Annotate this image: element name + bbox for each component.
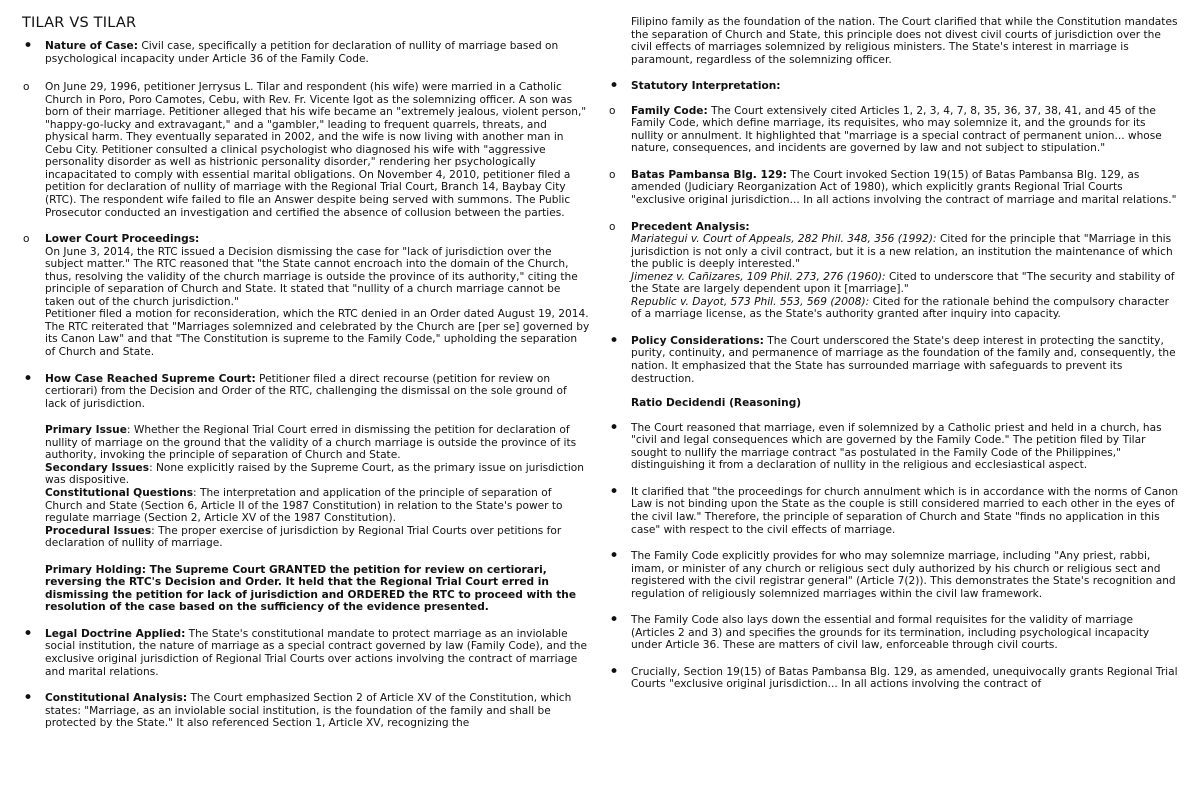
lower-court-p1: On June 3, 2014, the RTC issued a Decision dismissing the case for "lack of jurisdiction over the subject matter." The RTC reasoned that "the State cannot encroach into the domain of the Church, thus, resolving the validity of the church marriage is outside the province of its authority," citing the principle of separation of Church and State. It stated that "nullity of a church marriage cannot be taken out of the church jurisdiction." bbox=[45, 245, 578, 308]
primary-issue-label: Primary Issue bbox=[45, 424, 127, 437]
precedent-label: Precedent Analysis: bbox=[631, 220, 750, 233]
constitutional-analysis-label: Constitutional Analysis: bbox=[45, 692, 188, 705]
policy-considerations-item bbox=[608, 335, 1180, 385]
bullet-circle-icon bbox=[609, 221, 623, 234]
constitutional-analysis-continued bbox=[608, 16, 1180, 66]
ratio-text-5: Crucially, Section 19(15) of Batas Pambansa Blg. 129, as amended, unequivocally grants Regional Trial Courts "exclusive original jurisdiction... In all actions involving the contract of bbox=[631, 665, 1178, 691]
lower-court-p2: Petitioner filed a motion for reconsideration, which the RTC denied in an Order dated August 19, 2014. The RTC reiterated that "Marriages solemnized and celebrated by the Church are [per se] governed by its Canon Law" and that "The Constitution is supreme to the Family Code," upholding the separation of Church and State. bbox=[45, 308, 590, 359]
secondary-issue-text: : None explicitly raised by the Supreme Court, as the primary issue on jurisdiction was dispositive. bbox=[45, 461, 584, 487]
facts-text: On June 29, 1996, petitioner Jerrysus L. Tilar and respondent (his wife) were married in a Catholic Church in Poro, Poro Camotes, Cebu, with Rev. Fr. Vicente Igot as the solemnizing officer. A son was born of their marriage. Petitioner alleged that his wife became an "extremely jealous, violent person," "happy-go-lucky and extravagant," and a "gambler," leading to frequent quarrels, threats, and physical harm. They eventually separated in 2002, and the wife is now living with another man in Cebu City. Petitioner consulted a clinical psychologist who diagnosed his wife with "aggressive personality disorder as well as histrionic personality disorder," rendering her psychologically incapacitated to comply with essential marital obligations. On November 4, 2010, petitioner filed a petition for declaration of nullity of marriage with the Regional Trial Court, Branch 14, Baybay City (RTC). The respondent wife failed to file an Answer despite being served with summons. The Public Prosecutor conducted an investigation and certified the absence of collusion between the parties. bbox=[45, 81, 587, 219]
ratio-item bbox=[608, 550, 1180, 600]
case-text-mariategui: Cited for the principle that "Marriage in this jurisdiction is not only a civil contract, but it is a new relation, an institution the maintenance of which the public is deeply interested." bbox=[631, 233, 1173, 271]
secondary-issue-label: Secondary Issues bbox=[45, 461, 150, 474]
family-code-label: Family Code: bbox=[631, 104, 708, 117]
how-label: How Case Reached Supreme Court: bbox=[45, 372, 256, 385]
lower-court-label: Lower Court Proceedings: bbox=[45, 233, 200, 246]
statutory-label: Statutory Interpretation: bbox=[631, 80, 781, 93]
how-text: Petitioner filed a direct recourse (petition for review on certiorari) from the Decision and Order of the RTC, challenging the dismissal on the sole ground of lack of jurisdiction. bbox=[45, 372, 567, 410]
case-cite-mariategui: Mariategui v. Court of Appeals, 282 Phil. 348, 356 (1992): bbox=[631, 233, 937, 246]
primary-issue-text: : Whether the Regional Trial Court erred in dismissing the petition for declaration of nullity of marriage on the ground that the validity of a church marriage is outside the province of its authority, invoking the principle of separation of Church and State. bbox=[45, 424, 577, 462]
doctrine-label: Legal Doctrine Applied: bbox=[45, 627, 186, 640]
ratio-text-2: It clarified that "the proceedings for church annulment which is in accordance with the norms of Canon Law is not binding upon the State as the couple is still considered married to each other in the eyes of the civil law." Therefore, the principle of separation of Church and State "finds no application in this case" with respect to the civil effects of marriage. bbox=[631, 485, 1179, 536]
bp129-label: Batas Pambansa Blg. 129: bbox=[631, 168, 787, 181]
bullet-disc-icon bbox=[609, 666, 623, 681]
constitutional-questions-text: : The interpretation and application of the principle of separation of Church and State (Section 6, Article II of the 1987 Constitution) in relation to the State's power to regulate marriage (Section 2, Article XV of the 1987 Constitution). bbox=[45, 486, 563, 525]
holding-block bbox=[22, 564, 590, 614]
bullet-disc-icon bbox=[23, 628, 37, 643]
bullet-disc-icon bbox=[23, 692, 37, 707]
bullet-disc-icon bbox=[609, 486, 623, 501]
right-column bbox=[608, 16, 1180, 691]
procedural-issues-text: : The proper exercise of jurisdiction by Regional Trial Courts over petitions for declaration of nullity of marriage. bbox=[45, 524, 562, 550]
ratio-decidendi-heading: Ratio Decidendi (Reasoning) bbox=[631, 397, 802, 410]
constitutional-analysis-text: The Court emphasized Section 2 of Article XV of the Constitution, which states: "Marriage, as an inviolable social institution, is the foundation of the family and shall be protected by the State." It also referenced Section 1, Article XV, recognizing the bbox=[45, 692, 572, 730]
ratio-item bbox=[608, 422, 1180, 472]
ratio-text-3: The Family Code explicitly provides for who may solemnize marriage, including "Any priest, rabbi, imam, or minister of any church or religious sect duly authorized by his church or religious sect and registered with the civil registrar general" (Article 7(2)). This demonstrates the State's recognition and regulation of religiously solemnized marriages within the civil law framework. bbox=[631, 550, 1176, 600]
policy-label: Policy Considerations: bbox=[631, 334, 764, 347]
case-cite-dayot: Republic v. Dayot, 573 Phil. 553, 569 (2008): bbox=[631, 295, 870, 308]
lower-court-item bbox=[22, 233, 590, 358]
bullet-disc-icon bbox=[609, 80, 623, 95]
bp129-text: The Court invoked Section 19(15) of Batas Pambansa Blg. 129, as amended (Judiciary Reorganization Act of 1980), which explicitly grants Regional Trial Courts "exclusive original jurisdiction... In all actions involving the contract of marriage and marital relations." bbox=[631, 168, 1177, 207]
bullet-disc-icon bbox=[609, 614, 623, 629]
constitutional-questions-label: Constitutional Questions bbox=[45, 486, 194, 499]
policy-text: The Court underscored the State's deep interest in protecting the sanctity, purity, continuity, and permanence of marriage as the foundation of the family and, consequently, the nation. It emphasized that the State has surrounded marriage with safeguards to prevent its destruction. bbox=[631, 334, 1176, 385]
bullet-circle-icon bbox=[609, 169, 623, 182]
family-code-item bbox=[608, 105, 1180, 155]
continued-text: Filipino family as the foundation of the nation. The Court clarified that while the Constitution mandates the separation of Church and State, this principle does not divest civil courts of jurisdiction over the civil effects of marriages solemnized by religious ministers. The State's interest in marriage is paramount, regardless of the solemnizing officer. bbox=[631, 16, 1178, 66]
constitutional-analysis-item bbox=[22, 692, 590, 730]
facts-item bbox=[22, 81, 590, 219]
family-code-text: The Court extensively cited Articles 1, 2, 3, 4, 7, 8, 35, 36, 37, 38, 41, and 45 of the Family Code, which define marriage, its requisites, who may solemnize it, and the grounds for its nullity or annulment. It highlighted that "marriage is a special contract of permanent union... whose nature, consequences, and incidents are governed by law and not subject to stipulation." bbox=[631, 104, 1162, 155]
bullet-circle-icon bbox=[23, 81, 37, 94]
bullet-disc-icon bbox=[609, 335, 623, 350]
bp129-item bbox=[608, 169, 1180, 207]
bullet-disc-icon bbox=[609, 550, 623, 565]
procedural-issues-label: Procedural Issues bbox=[45, 524, 152, 537]
doctrine-text: The State's constitutional mandate to protect marriage as an inviolable social institution, the nature of marriage as a special contract governed by law (Family Code), and the exclusive original jurisdiction of Regional Trial Courts over actions involving the contract of marriage and marital relations. bbox=[45, 627, 588, 678]
left-column bbox=[22, 14, 590, 730]
nature-of-case bbox=[22, 40, 590, 65]
nature-text: Civil case, specifically a petition for declaration of nullity of marriage based on psychological incapacity under Article 36 of the Family Code. bbox=[45, 40, 559, 65]
bullet-disc-icon bbox=[609, 422, 623, 437]
issues-block bbox=[22, 424, 590, 549]
case-text-dayot: Cited for the rationale behind the compulsory character of a marriage license, as the State's authority granted after inquiry into capacity. bbox=[631, 295, 1170, 321]
ratio-item bbox=[608, 486, 1180, 536]
case-text-jimenez: Cited to underscore that "The security and stability of the State are largely dependent upon it [marriage]." bbox=[631, 270, 1175, 296]
ratio-text-1: The Court reasoned that marriage, even if solemnized by a Catholic priest and held in a church, has "civil and legal consequences which are governed by the Family Code." The petition filed by Tilar sought to nullify the marriage contract "as postulated in the Family Code of the Philippines," distinguishing it from a declaration of nullity in the religious and ecclesiastical aspect. bbox=[631, 421, 1162, 472]
document-title: TILAR VS TILAR bbox=[22, 15, 137, 31]
nature-label: Nature of Case: bbox=[45, 40, 138, 52]
precedent-analysis-item bbox=[608, 221, 1180, 321]
statutory-interpretation-item bbox=[608, 80, 1180, 93]
ratio-item bbox=[608, 614, 1180, 652]
how-case-reached-item bbox=[22, 373, 590, 411]
case-cite-jimenez: Jimenez v. Cañizares, 109 Phil. 273, 276 (1960): bbox=[631, 270, 886, 283]
bullet-circle-icon bbox=[23, 233, 37, 246]
primary-holding-text: Primary Holding: The Supreme Court GRANTED the petition for review on certiorari, reversing the RTC's Decision and Order. It held that the Regional Trial Court erred in dismissing the petition for lack of jurisdiction and ORDERED the RTC to proceed with the resolution of the case based on the sufficiency of the evidence presented. bbox=[45, 563, 577, 614]
bullet-disc-icon bbox=[23, 373, 37, 388]
ratio-text-4: The Family Code also lays down the essential and formal requisites for the validity of marriage (Articles 2 and 3) and specifies the grounds for its termination, including psychological incapacity under Article 36. These are matters of civil law, enforceable through civil courts. bbox=[631, 614, 1150, 652]
bullet-circle-icon bbox=[609, 105, 623, 118]
bullet-disc-icon bbox=[23, 40, 37, 55]
ratio-item bbox=[608, 666, 1180, 691]
legal-doctrine-item bbox=[22, 628, 590, 678]
